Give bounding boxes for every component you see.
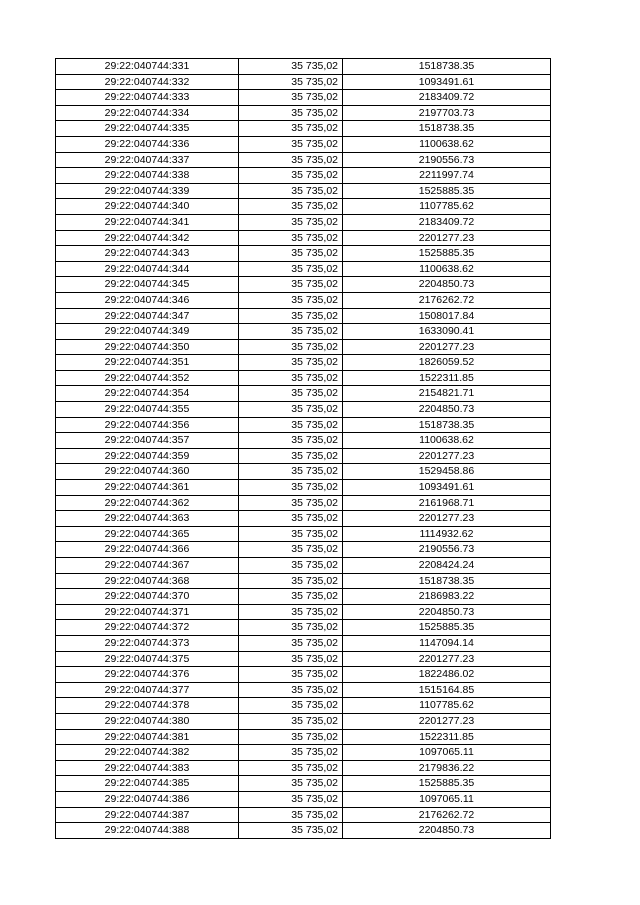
area-cell: 35 735,02 [239,448,343,464]
cadastral-value-cell: 2211997.74 [343,168,551,184]
table-row [56,183,551,199]
table-row [56,635,551,651]
cadastral-value-cell: 2204850.73 [343,402,551,418]
area-cell: 35 735,02 [239,246,343,262]
area-cell: 35 735,02 [239,105,343,121]
area-cell: 35 735,02 [239,635,343,651]
area-cell: 35 735,02 [239,199,343,215]
table-row [56,682,551,698]
cadastral-number-cell: 29:22:040744:333 [56,90,239,106]
table-row [56,495,551,511]
cadastral-number-cell: 29:22:040744:349 [56,324,239,340]
area-cell: 35 735,02 [239,386,343,402]
cadastral-number-cell: 29:22:040744:382 [56,745,239,761]
area-cell: 35 735,02 [239,807,343,823]
cadastral-number-cell: 29:22:040744:366 [56,542,239,558]
table-row [56,370,551,386]
area-cell: 35 735,02 [239,339,343,355]
area-cell: 35 735,02 [239,698,343,714]
area-cell: 35 735,02 [239,620,343,636]
table-row [56,729,551,745]
table-row [56,402,551,418]
table-row [56,152,551,168]
table-row [56,745,551,761]
cadastral-number-cell: 29:22:040744:371 [56,604,239,620]
area-cell: 35 735,02 [239,589,343,605]
cadastral-number-cell: 29:22:040744:345 [56,277,239,293]
cadastral-value-cell: 1522311.85 [343,729,551,745]
area-cell: 35 735,02 [239,464,343,480]
area-cell: 35 735,02 [239,682,343,698]
table-row [56,667,551,683]
area-cell: 35 735,02 [239,74,343,90]
table-row [56,713,551,729]
cadastral-number-cell: 29:22:040744:346 [56,292,239,308]
cadastral-number-cell: 29:22:040744:332 [56,74,239,90]
cadastral-value-cell: 1097065.11 [343,791,551,807]
cadastral-number-cell: 29:22:040744:357 [56,433,239,449]
area-cell: 35 735,02 [239,355,343,371]
table-row [56,807,551,823]
cadastral-value-cell: 2201277.23 [343,339,551,355]
cadastral-value-cell: 2183409.72 [343,90,551,106]
table-row [56,620,551,636]
area-cell: 35 735,02 [239,370,343,386]
cadastral-value-cell: 1147094.14 [343,635,551,651]
cadastral-value-table [55,58,551,839]
table-row [56,573,551,589]
cadastral-number-cell: 29:22:040744:361 [56,480,239,496]
table-row [56,355,551,371]
cadastral-number-cell: 29:22:040744:359 [56,448,239,464]
cadastral-number-cell: 29:22:040744:344 [56,261,239,277]
cadastral-value-cell: 1518738.35 [343,417,551,433]
table-row [56,448,551,464]
cadastral-value-cell: 1529458.86 [343,464,551,480]
table-row [56,230,551,246]
area-cell: 35 735,02 [239,183,343,199]
cadastral-value-cell: 1100638.62 [343,261,551,277]
table-row [56,277,551,293]
area-cell: 35 735,02 [239,776,343,792]
cadastral-number-cell: 29:22:040744:342 [56,230,239,246]
area-cell: 35 735,02 [239,745,343,761]
cadastral-number-cell: 29:22:040744:338 [56,168,239,184]
table-row [56,59,551,75]
cadastral-number-cell: 29:22:040744:380 [56,713,239,729]
table-row [56,308,551,324]
area-cell: 35 735,02 [239,480,343,496]
cadastral-number-cell: 29:22:040744:377 [56,682,239,698]
cadastral-value-cell: 1100638.62 [343,136,551,152]
cadastral-number-cell: 29:22:040744:351 [56,355,239,371]
cadastral-number-cell: 29:22:040744:385 [56,776,239,792]
table-row [56,433,551,449]
cadastral-value-cell: 2208424.24 [343,558,551,574]
cadastral-number-cell: 29:22:040744:352 [56,370,239,386]
area-cell: 35 735,02 [239,152,343,168]
area-cell: 35 735,02 [239,168,343,184]
cadastral-value-cell: 2201277.23 [343,448,551,464]
cadastral-value-cell: 2186983.22 [343,589,551,605]
cadastral-value-cell: 1515164.85 [343,682,551,698]
cadastral-number-cell: 29:22:040744:355 [56,402,239,418]
cadastral-number-cell: 29:22:040744:370 [56,589,239,605]
area-cell: 35 735,02 [239,417,343,433]
cadastral-value-cell: 2204850.73 [343,823,551,839]
cadastral-value-cell: 2176262.72 [343,807,551,823]
cadastral-number-cell: 29:22:040744:354 [56,386,239,402]
cadastral-number-cell: 29:22:040744:367 [56,558,239,574]
area-cell: 35 735,02 [239,651,343,667]
cadastral-value-cell: 2204850.73 [343,277,551,293]
cadastral-value-cell: 1097065.11 [343,745,551,761]
area-cell: 35 735,02 [239,729,343,745]
cadastral-value-cell: 1525885.35 [343,776,551,792]
area-cell: 35 735,02 [239,136,343,152]
cadastral-number-cell: 29:22:040744:387 [56,807,239,823]
cadastral-number-cell: 29:22:040744:341 [56,214,239,230]
cadastral-number-cell: 29:22:040744:381 [56,729,239,745]
table-row [56,604,551,620]
cadastral-value-cell: 2197703.73 [343,105,551,121]
table-row [56,417,551,433]
cadastral-number-cell: 29:22:040744:363 [56,511,239,527]
area-cell: 35 735,02 [239,324,343,340]
cadastral-value-cell: 2154821.71 [343,386,551,402]
area-cell: 35 735,02 [239,495,343,511]
area-cell: 35 735,02 [239,277,343,293]
table-row [56,261,551,277]
cadastral-value-cell: 2176262.72 [343,292,551,308]
table-body [56,59,551,839]
cadastral-value-cell: 1633090.41 [343,324,551,340]
area-cell: 35 735,02 [239,292,343,308]
cadastral-value-cell: 2190556.73 [343,542,551,558]
table-row [56,480,551,496]
cadastral-value-cell: 1525885.35 [343,246,551,262]
table-row [56,589,551,605]
area-cell: 35 735,02 [239,760,343,776]
cadastral-value-cell: 1114932.62 [343,526,551,542]
cadastral-value-cell: 2179836.22 [343,760,551,776]
cadastral-number-cell: 29:22:040744:337 [56,152,239,168]
cadastral-number-cell: 29:22:040744:335 [56,121,239,137]
table-row [56,464,551,480]
area-cell: 35 735,02 [239,573,343,589]
cadastral-number-cell: 29:22:040744:368 [56,573,239,589]
area-cell: 35 735,02 [239,433,343,449]
cadastral-number-cell: 29:22:040744:362 [56,495,239,511]
cadastral-value-cell: 1522311.85 [343,370,551,386]
cadastral-value-cell: 1826059.52 [343,355,551,371]
area-cell: 35 735,02 [239,667,343,683]
table-row [56,121,551,137]
area-cell: 35 735,02 [239,791,343,807]
table-row [56,791,551,807]
table-row [56,558,551,574]
cadastral-value-cell: 2183409.72 [343,214,551,230]
cadastral-number-cell: 29:22:040744:376 [56,667,239,683]
cadastral-value-cell: 1508017.84 [343,308,551,324]
cadastral-number-cell: 29:22:040744:331 [56,59,239,75]
table-row [56,246,551,262]
table-row [56,651,551,667]
table-row [56,214,551,230]
cadastral-number-cell: 29:22:040744:340 [56,199,239,215]
table-row [56,324,551,340]
table-row [56,74,551,90]
cadastral-value-cell: 1525885.35 [343,620,551,636]
cadastral-value-cell: 1107785.62 [343,199,551,215]
area-cell: 35 735,02 [239,261,343,277]
cadastral-value-cell: 2201277.23 [343,230,551,246]
table-row [56,292,551,308]
table-row [56,199,551,215]
document-page [55,58,550,839]
table-row [56,776,551,792]
cadastral-number-cell: 29:22:040744:388 [56,823,239,839]
cadastral-value-cell: 1518738.35 [343,121,551,137]
table-row [56,823,551,839]
cadastral-number-cell: 29:22:040744:375 [56,651,239,667]
table-row [56,698,551,714]
table-row [56,90,551,106]
cadastral-value-cell: 1093491.61 [343,480,551,496]
cadastral-value-cell: 1107785.62 [343,698,551,714]
area-cell: 35 735,02 [239,214,343,230]
table-row [56,168,551,184]
area-cell: 35 735,02 [239,511,343,527]
table-row [56,511,551,527]
cadastral-value-cell: 1525885.35 [343,183,551,199]
cadastral-number-cell: 29:22:040744:347 [56,308,239,324]
cadastral-number-cell: 29:22:040744:386 [56,791,239,807]
area-cell: 35 735,02 [239,308,343,324]
cadastral-number-cell: 29:22:040744:336 [56,136,239,152]
area-cell: 35 735,02 [239,90,343,106]
table-row [56,136,551,152]
area-cell: 35 735,02 [239,558,343,574]
cadastral-value-cell: 2201277.23 [343,651,551,667]
cadastral-number-cell: 29:22:040744:356 [56,417,239,433]
cadastral-number-cell: 29:22:040744:365 [56,526,239,542]
table-row [56,105,551,121]
area-cell: 35 735,02 [239,713,343,729]
cadastral-number-cell: 29:22:040744:373 [56,635,239,651]
cadastral-number-cell: 29:22:040744:360 [56,464,239,480]
table-row [56,386,551,402]
area-cell: 35 735,02 [239,542,343,558]
cadastral-value-cell: 1093491.61 [343,74,551,90]
area-cell: 35 735,02 [239,823,343,839]
cadastral-value-cell: 2161968.71 [343,495,551,511]
cadastral-number-cell: 29:22:040744:383 [56,760,239,776]
area-cell: 35 735,02 [239,604,343,620]
table-row [56,339,551,355]
area-cell: 35 735,02 [239,121,343,137]
table-row [56,542,551,558]
cadastral-value-cell: 1100638.62 [343,433,551,449]
cadastral-value-cell: 2204850.73 [343,604,551,620]
area-cell: 35 735,02 [239,230,343,246]
cadastral-number-cell: 29:22:040744:372 [56,620,239,636]
cadastral-number-cell: 29:22:040744:334 [56,105,239,121]
cadastral-value-cell: 2201277.23 [343,713,551,729]
area-cell: 35 735,02 [239,402,343,418]
cadastral-value-cell: 2190556.73 [343,152,551,168]
area-cell: 35 735,02 [239,526,343,542]
cadastral-number-cell: 29:22:040744:350 [56,339,239,355]
area-cell: 35 735,02 [239,59,343,75]
table-row [56,760,551,776]
cadastral-value-cell: 1518738.35 [343,573,551,589]
cadastral-value-cell: 2201277.23 [343,511,551,527]
cadastral-value-cell: 1822486.02 [343,667,551,683]
table-row [56,526,551,542]
cadastral-number-cell: 29:22:040744:343 [56,246,239,262]
cadastral-number-cell: 29:22:040744:378 [56,698,239,714]
cadastral-value-cell: 1518738.35 [343,59,551,75]
cadastral-number-cell: 29:22:040744:339 [56,183,239,199]
